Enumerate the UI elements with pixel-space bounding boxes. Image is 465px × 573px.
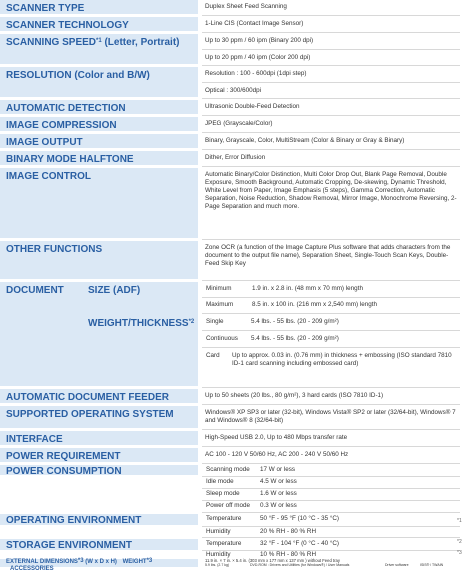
value-idle-mode: 4.5 W or less — [260, 478, 297, 485]
footnote-marker: *3 — [77, 558, 84, 564]
divider — [202, 313, 460, 314]
label-accessories: ACCESSORIES — [10, 566, 54, 572]
value-single: 5.4 lbs. - 55 lbs. (20 - 209 g/m²) — [251, 318, 339, 325]
value-driver-software: ISIS® / TWAIN — [420, 563, 444, 567]
divider — [202, 476, 460, 477]
value-speed-binary: Up to 30 ppm / 60 ipm (Binary 200 dpi) — [205, 37, 314, 44]
divider — [202, 32, 460, 33]
value-optical: Optical : 300/600dpi — [205, 87, 262, 94]
divider — [202, 550, 460, 551]
row-image-control — [0, 168, 465, 238]
divider — [202, 526, 460, 527]
divider — [202, 463, 460, 464]
label-size-adf: SIZE (ADF) — [88, 285, 141, 296]
row-dimensions — [0, 558, 465, 572]
value-other-functions: Zone OCR (a function of the Image Capture Plus software that adds characters from the document to the output file name), Separation Sheet, Single-Touch Scan Keys, Double-Feed Skip Key — [205, 244, 451, 267]
value-power-off-mode: 0.3 W or less — [260, 502, 297, 509]
label-storage-environment: STORAGE ENVIRONMENT — [0, 539, 198, 550]
label-scanner-technology: SCANNER TECHNOLOGY — [0, 17, 198, 31]
label-image-output: IMAGE OUTPUT — [0, 134, 198, 148]
footnote-marker: *1 — [96, 38, 102, 44]
footnote-3: *3 — [457, 550, 462, 556]
footnote-marker: *2 — [188, 319, 195, 325]
key-idle-mode: Idle mode — [206, 478, 234, 485]
row-scanner-technology — [0, 17, 465, 31]
row-scanner-type — [0, 0, 465, 14]
label-resolution: RESOLUTION (Color and B/W) — [0, 67, 198, 97]
row-operating-system — [0, 406, 465, 428]
divider — [202, 446, 460, 447]
divider — [202, 429, 460, 430]
value-image-output: Binary, Grayscale, Color, MultiStream (Color & Binary or Gray & Binary) — [205, 137, 405, 144]
value-binary-halftone: Dither, Error Diffusion — [205, 154, 266, 161]
label-power-requirement: POWER REQUIREMENT — [0, 448, 198, 462]
label-tail: (W x D x H) — [83, 559, 117, 565]
value-interface: High-Speed USB 2.0, Up to 480 Mbps transfer rate — [205, 434, 348, 441]
label-interface: INTERFACE — [0, 431, 198, 445]
divider — [202, 404, 460, 405]
divider — [202, 387, 460, 388]
value-document-feeder: Up to 50 sheets (20 lbs., 80 g/m²), 3 hard cards (ISO 7810 ID-1) — [205, 392, 384, 399]
divider — [202, 15, 460, 16]
key-driver-software: Driver software — [385, 563, 409, 567]
value-continuous: 5.4 lbs. - 55 lbs. (20 - 209 g/m²) — [251, 335, 339, 342]
value-resolution: Resolution : 100 - 600dpi (1dpi step) — [205, 70, 307, 77]
divider — [202, 65, 460, 66]
key-continuous: Continuous — [206, 335, 238, 342]
row-interface — [0, 431, 465, 445]
label-power-consumption: POWER CONSUMPTION — [0, 465, 198, 475]
value-maximum: 8.5 in. x 100 in. (216 mm x 2,540 mm) length — [252, 301, 377, 308]
divider — [202, 166, 460, 167]
row-power-requirement — [0, 448, 465, 462]
value-sleep-mode: 1.6 W or less — [260, 490, 297, 497]
key-scanning-mode: Scanning mode — [206, 466, 250, 473]
label-document — [0, 282, 198, 386]
label-operating-environment: OPERATING ENVIRONMENT — [0, 514, 198, 525]
row-image-compression — [0, 117, 465, 131]
divider — [202, 49, 460, 50]
value-accessories: DVD-ROM : Drivers and Utilities (for Windows®) / User Manuals — [250, 563, 350, 567]
key-operating-humidity: Humidity — [206, 528, 231, 535]
divider — [202, 82, 460, 83]
value-minimum: 1.9 in. x 2.8 in. (48 mm x 70 mm) length — [252, 285, 363, 292]
row-document-feeder — [0, 389, 465, 403]
label-text: EXTERNAL DIMENSIONS — [6, 559, 78, 565]
value-weight: 5.9 lbs. (2.7 kg) — [205, 563, 230, 567]
label-document-feeder: AUTOMATIC DOCUMENT FEEDER — [0, 389, 198, 403]
label-image-control: IMAGE CONTROL — [0, 168, 198, 238]
value-power-requirement: AC 100 - 120 V 50/60 Hz, AC 200 - 240 V 50/60 Hz — [205, 451, 349, 458]
row-binary-halftone — [0, 151, 465, 165]
footnote-marker: *3 — [146, 558, 153, 564]
key-card: Card — [206, 352, 220, 359]
value-image-control: Automatic Binary/Color Distinction, Multi Color Drop Out, Blank Page Removal, Double Exposure, Smooth Background, Automatic Cropping, De-skewing, Dynamic Threshold, White Level from Paper, Image Emphasis (5 steps), Gamma Correction, Automatic Separation, Noise Reduction, Shadow Removal, Mirror Image, Monochrome Reversing, 2-Page Separation and much more. — [205, 171, 457, 210]
key-sleep-mode: Sleep mode — [206, 490, 240, 497]
label-dimensions — [0, 558, 198, 572]
key-operating-temperature: Temperature — [206, 515, 242, 522]
divider — [202, 115, 460, 116]
value-operating-system: Windows® XP SP3 or later (32-bit), Windows Vista® SP2 or later (32/64-bit), Windows® 7 and Windows® 8 (32/64-bit) — [205, 409, 456, 424]
value-speed-color: Up to 20 ppm / 40 ipm (Color 200 dpi) — [205, 54, 311, 61]
label-scanner-type: SCANNER TYPE — [0, 0, 198, 14]
key-maximum: Maximum — [206, 301, 234, 308]
divider — [202, 330, 460, 331]
value-operating-temperature: 50 °F - 95 °F (10 °C - 35 °C) — [260, 515, 340, 522]
label-weight-thickness — [88, 318, 194, 329]
key-single: Single — [206, 318, 224, 325]
label-binary-halftone: BINARY MODE HALFTONE — [0, 151, 198, 165]
label-tail: (Letter, Portrait) — [101, 37, 180, 48]
label-image-compression: IMAGE COMPRESSION — [0, 117, 198, 131]
divider — [202, 132, 460, 133]
key-minimum: Minimum — [206, 285, 232, 292]
label-text: WEIGHT/THICKNESS — [88, 318, 189, 329]
divider — [202, 500, 460, 501]
label-text: WEIGHT — [122, 559, 147, 565]
divider — [202, 98, 460, 99]
label-weight — [123, 559, 153, 565]
divider — [202, 512, 460, 513]
divider — [202, 488, 460, 489]
value-operating-humidity: 20 % RH - 80 % RH — [260, 528, 316, 535]
label-other-functions: OTHER FUNCTIONS — [0, 241, 198, 279]
row-document — [0, 282, 465, 386]
value-storage-humidity: 10 % RH - 80 % RH — [260, 551, 316, 558]
key-storage-humidity: Humidity — [206, 551, 231, 558]
key-storage-temperature: Temperature — [206, 540, 242, 547]
value-card: Up to approx. 0.03 in. (0.76 mm) in thickness + embossing (ISO standard 7810 ID-1 card scanning including embossed card) — [232, 352, 452, 367]
label-automatic-detection: AUTOMATIC DETECTION — [0, 100, 198, 114]
row-other-functions — [0, 241, 465, 279]
value-dimensions: 11.9 in. × 7 in. × 5.4 in. (303 mm x 177 mm x 137 mm ) without Feed tray — [205, 558, 340, 563]
divider — [202, 239, 460, 240]
footnote-1: *1 — [457, 518, 462, 524]
divider — [202, 537, 460, 538]
row-automatic-detection — [0, 100, 465, 114]
label-scanning-speed — [0, 34, 198, 64]
value-scanning-mode: 17 W or less — [260, 466, 295, 473]
row-image-output — [0, 134, 465, 148]
divider — [202, 149, 460, 150]
label-text: DOCUMENT — [6, 285, 64, 296]
divider — [202, 280, 460, 281]
label-text: SCANNING SPEED — [6, 37, 97, 48]
key-power-off-mode: Power off mode — [206, 502, 250, 509]
divider — [202, 297, 460, 298]
value-image-compression: JPEG (Grayscale/Color) — [205, 120, 273, 127]
divider — [202, 347, 460, 348]
value-scanner-type: Duplex Sheet Feed Scanning — [205, 3, 287, 10]
footnote-2: *2 — [457, 539, 462, 545]
label-operating-system: SUPPORTED OPERATING SYSTEM — [0, 406, 198, 428]
value-automatic-detection: Ultrasonic Double-Feed Detection — [205, 103, 300, 110]
value-scanner-technology: 1-Line CIS (Contact Image Sensor) — [205, 20, 304, 27]
value-storage-temperature: 32 °F - 104 °F (0 °C - 40 °C) — [260, 540, 340, 547]
